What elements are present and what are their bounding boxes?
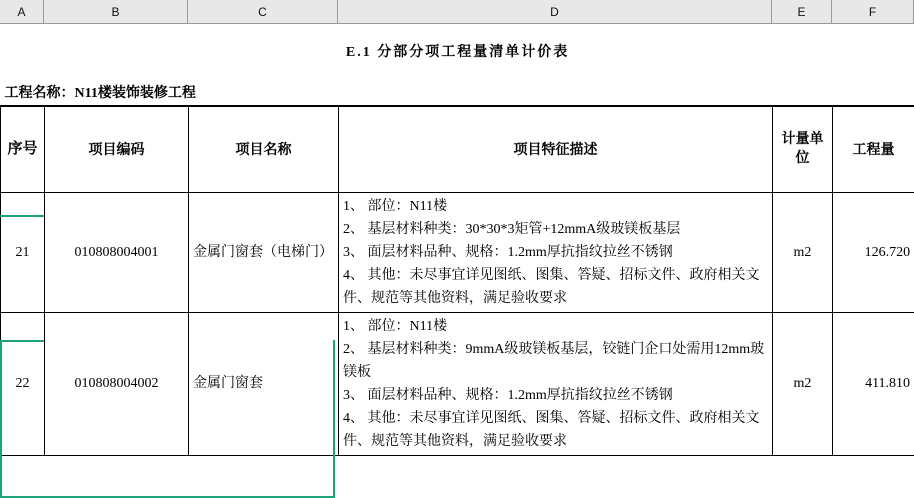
price-list-table [0,24,914,456]
table-row[interactable] [1,192,914,312]
cell-unit[interactable]: m2 [773,192,833,312]
selection-accent-corner [0,340,2,498]
cell-code[interactable]: 010808004002 [45,312,189,455]
desc-line: 3、 面层材料品种、规格：1.2mm厚抗指纹拉丝不锈钢 [343,244,673,260]
desc-line: 4、 其他：未尽事宜详见图纸、图集、答疑、招标文件、政府相关文件、规范等其他资料，满足验收要求 [343,267,760,306]
desc-line: 2、 基层材料种类：30*30*3矩管+12mmA级玻镁板基层 [343,221,681,237]
column-header-c[interactable]: C [188,0,338,23]
selection-accent-left [0,340,44,342]
selection-accent-top [0,215,44,217]
table-row[interactable] [1,312,914,455]
cell-unit[interactable]: m2 [773,312,833,455]
cell-seq[interactable]: 22 [1,312,45,455]
header-seq: 序号 [1,106,45,192]
cell-name[interactable]: 金属门窗套 [189,312,339,455]
header-code: 项目编码 [45,106,189,192]
cell-qty[interactable]: 411.810 [833,312,914,455]
page-title: E.1 分部分项工程量清单计价表 [345,45,570,60]
column-header-b[interactable]: B [44,0,188,23]
column-header-row [0,0,914,24]
column-header-f[interactable]: F [832,0,914,23]
cell-seq[interactable]: 21 [1,192,45,312]
desc-line: 1、 部位：N11楼 [343,318,448,334]
project-name-row [1,78,914,106]
column-header-e[interactable]: E [772,0,832,23]
cell-code[interactable]: 010808004001 [45,192,189,312]
title-row [1,24,914,78]
cell-desc[interactable] [339,192,773,312]
header-desc: 项目特征描述 [339,106,773,192]
desc-line: 1、 部位：N11楼 [343,198,448,214]
header-unit: 计量单位 [773,106,833,192]
desc-line: 2、 基层材料种类：9mmA级玻镁板基层，铰链门企口处需用12mm玻镁板 [343,341,765,380]
header-qty: 工程量 [833,106,914,192]
column-header-a[interactable]: A [0,0,44,23]
project-name-label: 工程名称：N11楼装饰装修工程 [1,78,914,106]
desc-line: 4、 其他：未尽事宜详见图纸、图集、答疑、招标文件、政府相关文件、规范等其他资料，满足验收要求 [343,410,760,449]
header-name: 项目名称 [189,106,339,192]
cell-desc[interactable] [339,312,773,455]
table-header-row [1,106,914,192]
selection-accent-right [333,340,335,498]
cell-name[interactable]: 金属门窗套（电梯门） [189,192,339,312]
column-header-d[interactable]: D [338,0,772,23]
cell-qty[interactable]: 126.720 [833,192,914,312]
desc-line: 3、 面层材料品种、规格：1.2mm厚抗指纹拉丝不锈钢 [343,387,673,403]
